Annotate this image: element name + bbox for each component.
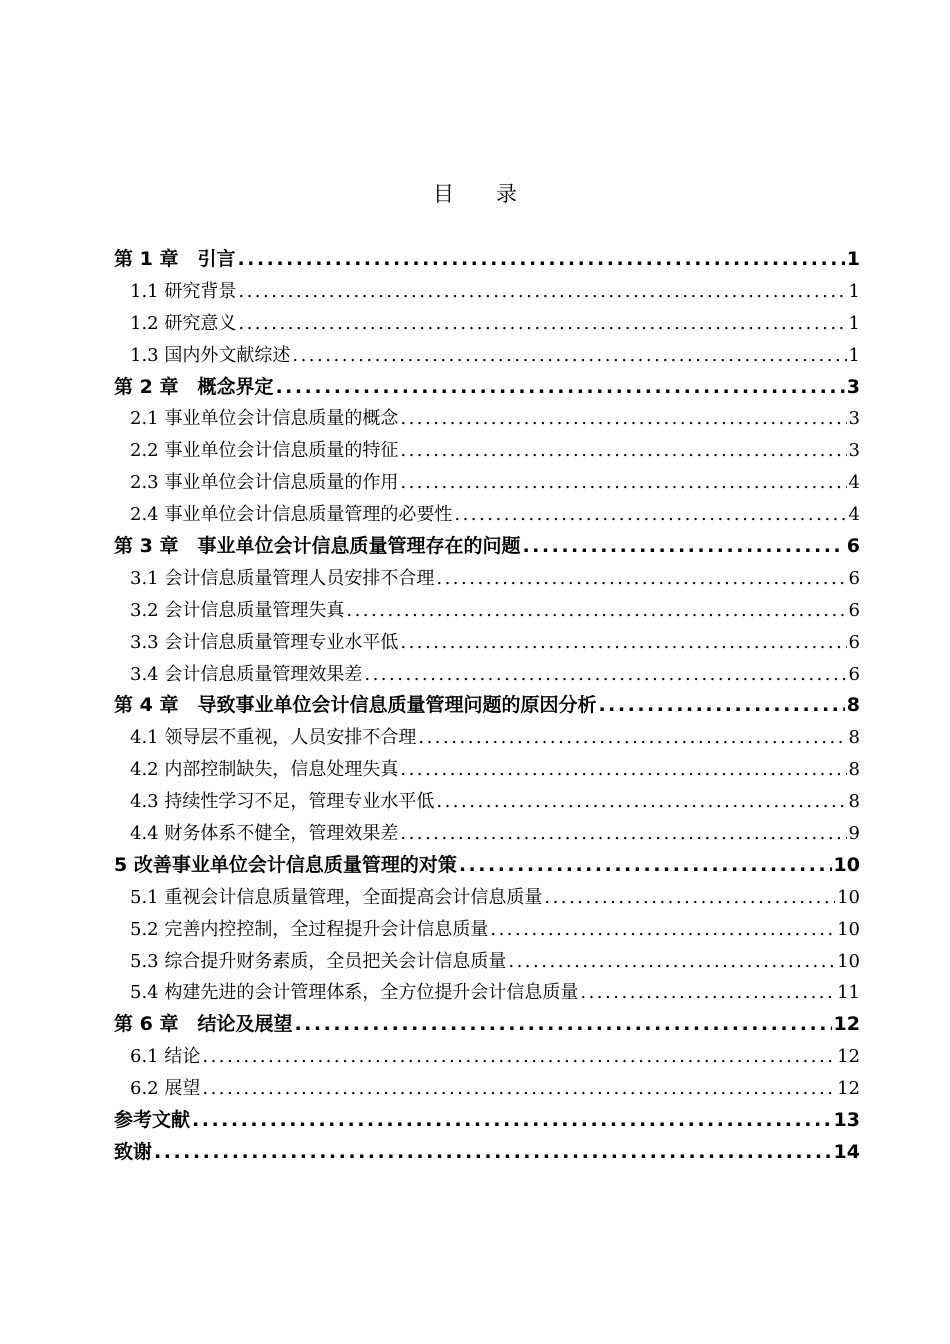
toc-chapter-entry[interactable] [114, 1137, 860, 1169]
toc-entry-label: 6.1 结论 [130, 1046, 201, 1068]
toc-page-number: 12 [837, 1078, 860, 1100]
toc-page-number: 8 [848, 759, 860, 781]
toc-dot-leader [346, 595, 846, 627]
toc-dot-leader [580, 977, 835, 1009]
toc-section-entry[interactable] [114, 308, 860, 340]
toc-dot-leader [238, 276, 846, 308]
toc-dot-leader [400, 627, 846, 659]
toc-page-number: 6 [848, 631, 860, 653]
toc-dot-leader [294, 1009, 831, 1041]
toc-chapter-entry[interactable] [114, 244, 860, 276]
toc-section-entry[interactable] [114, 754, 860, 786]
toc-entry-label: 5.1 重视会计信息质量管理，全面提高会计信息质量 [130, 886, 543, 908]
toc-entry-label: 5.2 完善内控控制，全过程提升会计信息质量 [130, 918, 489, 940]
toc-section-entry[interactable] [114, 818, 860, 850]
toc-page-number: 9 [848, 823, 860, 845]
toc-chapter-entry[interactable] [114, 531, 860, 563]
toc-dot-leader [490, 914, 835, 946]
toc-page-number: 10 [837, 918, 860, 940]
toc-page-number: 3 [846, 375, 860, 398]
toc-entry-label: 3.2 会计信息质量管理失真 [130, 599, 345, 621]
toc-entry-label: 5.3 综合提升财务素质，全员把关会计信息质量 [130, 950, 507, 972]
toc-page-number: 10 [837, 886, 860, 908]
toc-chapter-entry[interactable] [114, 372, 860, 404]
toc-section-entry[interactable] [114, 882, 860, 914]
toc-chapter-entry[interactable] [114, 1105, 860, 1137]
toc-page-number: 8 [848, 727, 860, 749]
toc-page-number: 4 [848, 504, 860, 526]
toc-dot-leader [454, 499, 846, 531]
toc-section-entry[interactable] [114, 1073, 860, 1105]
toc-entry-label: 4.2 内部控制缺失，信息处理失真 [130, 759, 399, 781]
toc-entry-label: 5 改善事业单位会计信息质量管理的对策 [114, 853, 457, 876]
toc-entry-label: 1.1 研究背景 [130, 280, 237, 302]
toc-section-entry[interactable] [114, 786, 860, 818]
toc-dot-leader [292, 340, 846, 372]
toc-page-number: 14 [833, 1140, 860, 1163]
toc-dot-leader [238, 308, 846, 340]
toc-page-number: 3 [848, 408, 860, 430]
toc-page-number: 1 [848, 312, 860, 334]
toc-entry-label: 2.1 事业单位会计信息质量的概念 [130, 408, 399, 430]
toc-dot-leader [154, 1137, 832, 1169]
toc-entry-label: 6.2 展望 [130, 1078, 201, 1100]
toc-section-entry[interactable] [114, 499, 860, 531]
toc-entry-label: 第 3 章 事业单位会计信息质量管理存在的问题 [114, 535, 521, 558]
toc-page-number: 6 [846, 535, 860, 558]
toc-entry-label: 3.1 会计信息质量管理人员安排不合理 [130, 567, 435, 589]
toc-entry-label: 致谢 [114, 1140, 153, 1163]
toc-dot-leader [400, 818, 846, 850]
toc-entry-label: 1.2 研究意义 [130, 312, 237, 334]
toc-page-number: 1 [848, 344, 860, 366]
toc-section-entry[interactable] [114, 659, 860, 691]
toc-section-entry[interactable] [114, 595, 860, 627]
toc-page-number: 1 [848, 280, 860, 302]
toc-entry-label: 第 2 章 概念界定 [114, 375, 274, 398]
toc-dot-leader [544, 882, 835, 914]
toc-page-number: 6 [848, 599, 860, 621]
toc-entry-label: 4.4 财务体系不健全，管理效果差 [130, 823, 399, 845]
toc-dot-leader [237, 244, 844, 276]
toc-page-number: 10 [833, 853, 860, 876]
toc-section-entry[interactable] [114, 627, 860, 659]
toc-entry-label: 2.2 事业单位会计信息质量的特征 [130, 440, 399, 462]
toc-page-number: 3 [848, 440, 860, 462]
toc-dot-leader [275, 372, 844, 404]
toc-dot-leader [598, 690, 844, 722]
toc-section-entry[interactable] [114, 722, 860, 754]
toc-entry-label: 参考文献 [114, 1109, 191, 1132]
table-of-contents [114, 244, 860, 1169]
toc-page-number: 10 [837, 950, 860, 972]
toc-page-number: 8 [846, 694, 860, 717]
toc-dot-leader [459, 850, 832, 882]
toc-dot-leader [202, 1073, 835, 1105]
toc-page-number: 6 [848, 567, 860, 589]
toc-page-number: 8 [848, 791, 860, 813]
toc-entry-label: 4.3 持续性学习不足，管理专业水平低 [130, 791, 435, 813]
toc-dot-leader [436, 563, 846, 595]
toc-dot-leader [202, 1041, 835, 1073]
toc-section-entry[interactable] [114, 946, 860, 978]
toc-section-entry[interactable] [114, 403, 860, 435]
toc-entry-label: 2.4 事业单位会计信息质量管理的必要性 [130, 504, 453, 526]
toc-dot-leader [400, 467, 846, 499]
toc-page-number: 6 [848, 663, 860, 685]
toc-dot-leader [400, 754, 846, 786]
toc-dot-leader [400, 403, 846, 435]
toc-section-entry[interactable] [114, 467, 860, 499]
toc-dot-leader [508, 946, 835, 978]
toc-dot-leader [400, 435, 846, 467]
toc-section-entry[interactable] [114, 977, 860, 1009]
toc-entry-label: 4.1 领导层不重视，人员安排不合理 [130, 727, 417, 749]
toc-entry-label: 3.3 会计信息质量管理专业水平低 [130, 631, 399, 653]
toc-entry-label: 2.3 事业单位会计信息质量的作用 [130, 472, 399, 494]
toc-page-number: 1 [846, 248, 860, 270]
toc-dot-leader [192, 1105, 832, 1137]
toc-entry-label: 1.3 国内外文献综述 [130, 344, 291, 366]
toc-section-entry[interactable] [114, 914, 860, 946]
toc-chapter-entry[interactable] [114, 850, 860, 882]
toc-section-entry[interactable] [114, 340, 860, 372]
toc-section-entry[interactable] [114, 563, 860, 595]
toc-entry-label: 第 1 章 引言 [114, 248, 236, 270]
toc-section-entry[interactable] [114, 1041, 860, 1073]
toc-chapter-entry[interactable] [114, 690, 860, 722]
toc-chapter-entry[interactable] [114, 1009, 860, 1041]
toc-page-number: 13 [833, 1109, 860, 1132]
toc-dot-leader [418, 722, 846, 754]
toc-page-number: 4 [848, 472, 860, 494]
toc-page-number: 12 [837, 1046, 860, 1068]
toc-section-entry[interactable] [114, 276, 860, 308]
toc-entry-label: 第 4 章 导致事业单位会计信息质量管理问题的原因分析 [114, 694, 597, 717]
toc-dot-leader [364, 659, 846, 691]
toc-section-entry[interactable] [114, 435, 860, 467]
toc-entry-label: 3.4 会计信息质量管理效果差 [130, 663, 363, 685]
toc-entry-label: 第 6 章 结论及展望 [114, 1013, 293, 1036]
toc-page-number: 12 [833, 1013, 860, 1036]
toc-page-number: 11 [837, 982, 860, 1004]
toc-entry-label: 5.4 构建先进的会计管理体系，全方位提升会计信息质量 [130, 982, 579, 1004]
toc-dot-leader [522, 531, 844, 563]
page-title: 目录 [433, 182, 559, 206]
toc-dot-leader [436, 786, 846, 818]
